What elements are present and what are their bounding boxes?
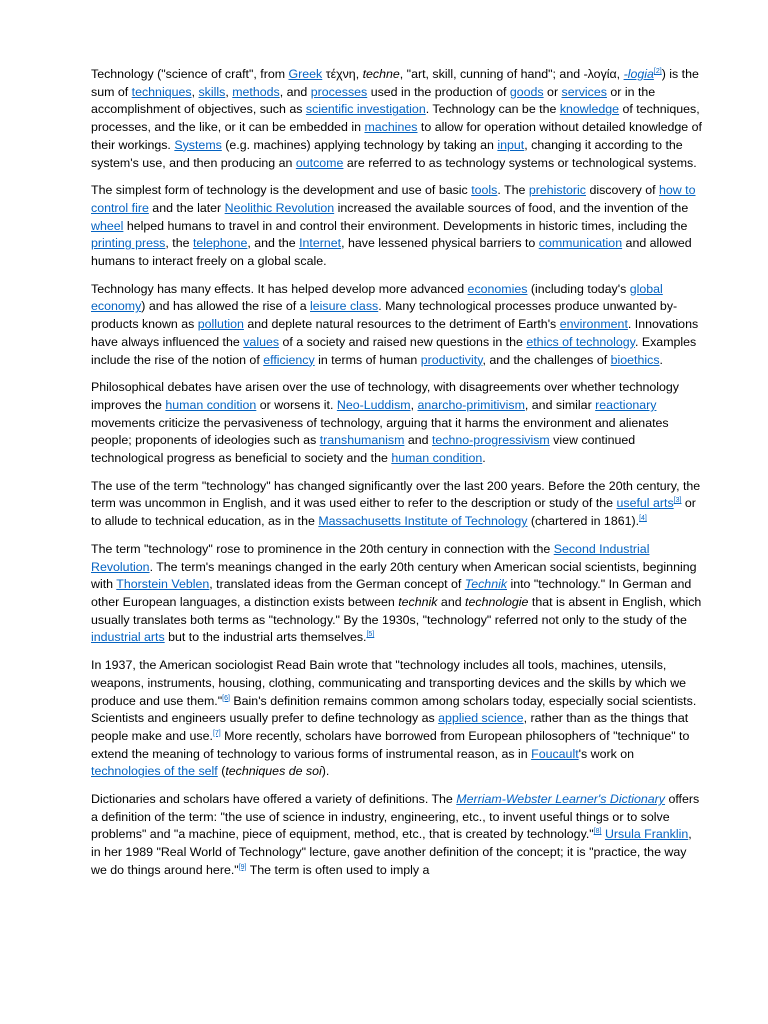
- text-run: of a society and raised new questions in the: [279, 334, 527, 349]
- text-run: movements criticize the pervasiveness of technology, arguing that it harms the environment and alienates people; proponents of ideologies such as: [91, 415, 669, 448]
- text-run: and allowed humans to interact freely on a global scale.: [91, 236, 692, 269]
- text-run: ,: [191, 84, 199, 99]
- hyperlink[interactable]: outcome: [295, 155, 344, 170]
- text-run: technologie: [465, 594, 529, 609]
- text-run: More recently, scholars have borrowed from European philosophers of "technique" to extend the meaning of technology to various forms of instrumental reason, as in: [91, 728, 690, 761]
- text-run: .: [482, 451, 486, 466]
- text-run: ,: [410, 397, 418, 412]
- text-run: Technology ("science of craft", from: [91, 67, 289, 81]
- text-run: but to the industrial arts themselves.: [164, 630, 367, 645]
- text-run: , and similar: [524, 397, 596, 412]
- paragraph: [91, 66, 703, 172]
- hyperlink[interactable]: scientific investigation: [305, 102, 426, 117]
- hyperlink[interactable]: skills: [198, 84, 226, 99]
- text-run: Philosophical debates have arisen over the use of technology, with disagreements over whether technology improves the: [91, 380, 679, 412]
- text-run: view continued technological progress as beneficial to society and the: [91, 433, 636, 466]
- text-run: to allow for operation without detailed knowledge of their workings.: [91, 120, 702, 152]
- text-run: in terms of human: [314, 352, 421, 367]
- citation-link[interactable]: [6]: [222, 694, 230, 702]
- hyperlink[interactable]: input: [497, 137, 525, 152]
- citation-link[interactable]: [3]: [673, 497, 682, 505]
- text-run: τέχνη,: [322, 67, 363, 81]
- hyperlink[interactable]: technologies of the self: [91, 764, 218, 779]
- text-run: . Many technological processes produce unwanted by-products known as: [91, 299, 678, 332]
- hyperlink[interactable]: telephone: [192, 236, 248, 251]
- hyperlink[interactable]: reactionary: [595, 397, 657, 412]
- text-run: ,: [225, 84, 233, 99]
- text-run: The term "technology" rose to prominence in the 20th century in connection with the: [91, 541, 554, 556]
- text-run: , the: [165, 236, 193, 251]
- hyperlink[interactable]: efficiency: [263, 352, 315, 367]
- text-run: .: [659, 352, 663, 367]
- text-run: , and the: [247, 236, 300, 251]
- text-run: and the later: [148, 200, 225, 215]
- hyperlink[interactable]: anarcho-primitivism: [417, 397, 525, 412]
- text-run: into "technology." In German and other European languages, a distinction exists between: [91, 577, 692, 609]
- hyperlink[interactable]: prehistoric: [528, 183, 586, 198]
- text-run: technik: [398, 594, 438, 609]
- text-run: , in her 1989 "Real World of Technology" lecture, gave another definition of the concept; it is "practice, the way we do things around here.": [91, 827, 692, 877]
- text-run: , and: [279, 84, 311, 99]
- hyperlink[interactable]: economies: [467, 281, 528, 296]
- hyperlink[interactable]: pollution: [197, 317, 244, 332]
- text-run: (including today's: [527, 281, 630, 296]
- text-run: that is absent in English, which usually translates both terms as "technology." By the 1930s, "technology" referred not only to the study of the: [91, 594, 702, 627]
- text-run: , and the challenges of: [482, 352, 611, 367]
- paragraph: [91, 281, 703, 370]
- text-run: are referred to as technology systems or technological systems.: [343, 155, 697, 170]
- text-run: The simplest form of technology is the development and use of basic: [91, 183, 472, 198]
- text-run: ).: [321, 764, 330, 779]
- text-run: . The: [497, 183, 529, 198]
- hyperlink[interactable]: tools: [471, 183, 498, 198]
- text-run: used in the production of: [367, 84, 510, 99]
- hyperlink[interactable]: communication: [538, 236, 623, 251]
- hyperlink[interactable]: values: [243, 334, 280, 349]
- text-run: helped humans to travel in and control their environment. Developments in historic times, including the: [123, 218, 688, 233]
- hyperlink[interactable]: industrial arts: [91, 630, 165, 645]
- hyperlink[interactable]: Second Industrial Revolution: [91, 541, 650, 574]
- text-run: , rather than as the things that people make and use.: [91, 711, 689, 743]
- text-run: Dictionaries and scholars have offered a variety of definitions. The: [91, 792, 457, 807]
- hyperlink[interactable]: printing press: [91, 236, 166, 251]
- text-run: ) and has allowed the rise of a: [141, 299, 311, 314]
- text-run: or: [543, 84, 562, 99]
- hyperlink[interactable]: useful arts: [616, 496, 674, 511]
- hyperlink[interactable]: Ursula Franklin: [604, 827, 689, 842]
- text-run: . The term's meanings changed in the early 20th century when American social scientists, beginning with: [91, 559, 697, 592]
- hyperlink[interactable]: methods: [232, 84, 280, 99]
- text-run: Technology has many effects. It has helped develop more advanced: [91, 281, 468, 296]
- text-run: ) is the sum of: [91, 67, 699, 99]
- text-run: . Technology can be the: [425, 102, 560, 117]
- hyperlink[interactable]: techniques: [131, 84, 192, 99]
- hyperlink[interactable]: ethics of technology: [526, 334, 635, 349]
- citation-link[interactable]: [4]: [639, 515, 647, 523]
- text-run: , have lessened physical barriers to: [341, 236, 539, 251]
- text-run: techniques de soi: [225, 764, 322, 779]
- hyperlink[interactable]: Massachusetts Institute of Technology: [318, 514, 528, 529]
- text-run: or worsens it.: [256, 397, 337, 412]
- text-run: and: [404, 433, 432, 448]
- text-run: of techniques, processes, and the like, or it can be embedded in: [91, 102, 700, 135]
- text-run: , translated ideas from the German concept of: [209, 577, 465, 592]
- paragraph: [91, 657, 703, 781]
- hyperlink[interactable]: Technik: [464, 577, 508, 592]
- text-run: discovery of: [586, 183, 659, 198]
- hyperlink[interactable]: processes: [310, 84, 368, 99]
- hyperlink[interactable]: Neolithic Revolution: [224, 200, 335, 215]
- text-run: increased the available sources of food, and the invention of the: [334, 200, 689, 215]
- text-run: (: [217, 764, 226, 779]
- hyperlink[interactable]: global economy: [91, 281, 663, 314]
- hyperlink[interactable]: knowledge: [559, 102, 620, 117]
- hyperlink[interactable]: bioethics: [610, 352, 660, 367]
- hyperlink[interactable]: Internet: [299, 236, 342, 251]
- hyperlink[interactable]: -logia: [623, 67, 654, 81]
- text-run: The term is often used to imply a: [246, 862, 430, 877]
- hyperlink[interactable]: productivity: [420, 352, 483, 367]
- document-body: [91, 66, 703, 890]
- hyperlink[interactable]: environment: [559, 317, 628, 332]
- text-run: , changing it according to the system's use, and then producing an: [91, 137, 683, 170]
- hyperlink[interactable]: Merriam-Webster Learner's Dictionary: [456, 792, 665, 807]
- text-run: offers a definition of the term: "the use of science in industry, engineering, etc., to invent useful things or to solve problems" and "a machine, piece of equipment, method, etc., that is created by technology.": [91, 792, 700, 842]
- citation-link[interactable]: [9]: [238, 863, 247, 871]
- text-run: In 1937, the American sociologist Read Bain wrote that "technology includes all tools, machines, utensils, weapons, instruments, housing, clothing, communicating and transporting devices and the skills by which we produce and use them.": [91, 658, 687, 708]
- paragraph: [91, 478, 703, 531]
- text-run: , "art, skill, cunning of hand"; and -λογία,: [399, 67, 624, 81]
- hyperlink[interactable]: wheel: [91, 218, 124, 233]
- hyperlink[interactable]: Foucault: [531, 746, 579, 761]
- hyperlink[interactable]: Systems: [174, 137, 222, 152]
- hyperlink[interactable]: Neo-Luddism: [336, 397, 411, 412]
- hyperlink[interactable]: machines: [364, 120, 418, 135]
- text-run: (chartered in 1861).: [527, 514, 640, 529]
- text-run: 's work on: [578, 746, 635, 761]
- citation-link[interactable]: [5]: [366, 631, 375, 639]
- hyperlink[interactable]: techno-progressivism: [431, 433, 550, 448]
- hyperlink[interactable]: services: [561, 84, 607, 99]
- paragraph: [91, 791, 703, 880]
- hyperlink[interactable]: goods: [509, 84, 544, 99]
- text-run: techne: [362, 67, 400, 81]
- text-run: . Innovations have always influenced the: [91, 317, 699, 349]
- hyperlink[interactable]: human condition: [165, 397, 257, 412]
- hyperlink[interactable]: Greek: [288, 67, 323, 81]
- hyperlink[interactable]: human condition: [391, 451, 483, 466]
- text-run: and: [437, 594, 466, 609]
- text-run: . Examples include the rise of the notion of: [91, 334, 697, 367]
- text-run: Bain's definition remains common among scholars today, especially social scientists. Scientists and engineers usually prefer to define technology as: [91, 693, 697, 726]
- citation-link[interactable]: [7]: [212, 729, 221, 737]
- hyperlink[interactable]: Thorstein Veblen: [116, 577, 210, 592]
- paragraph: [91, 182, 703, 271]
- text-run: and deplete natural resources to the detriment of Earth's: [243, 317, 560, 332]
- paragraph: [91, 541, 703, 647]
- hyperlink[interactable]: how to control fire: [91, 183, 696, 215]
- text-run: or to allude to technical education, as in the: [91, 496, 696, 529]
- citation-link[interactable]: [2]: [653, 68, 662, 75]
- hyperlink[interactable]: leisure class: [310, 299, 379, 314]
- citation-link[interactable]: [8]: [593, 828, 602, 836]
- text-run: or in the accomplishment of objectives, such as: [91, 84, 656, 117]
- paragraph: [91, 379, 703, 468]
- hyperlink[interactable]: transhumanism: [319, 433, 405, 448]
- text-run: (e.g. machines) applying technology by taking an: [221, 137, 498, 152]
- text-run: The use of the term "technology" has changed significantly over the last 200 years. Before the 20th century, the term was uncommon in English, and it was used either to refer to the description or study of the: [91, 478, 701, 511]
- hyperlink[interactable]: applied science: [438, 711, 524, 726]
